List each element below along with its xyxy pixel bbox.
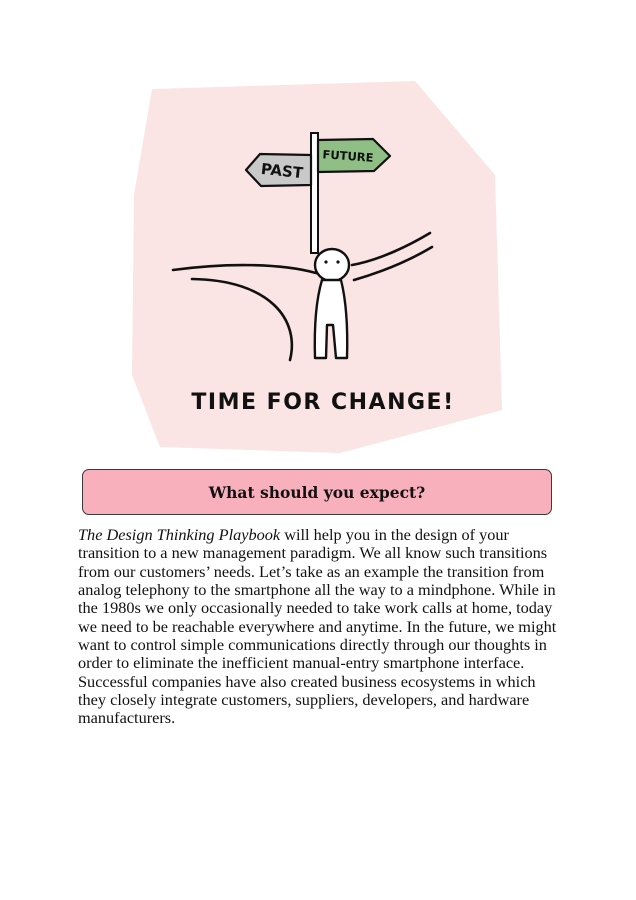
- illustration-caption: TIME FOR CHANGE!: [191, 390, 455, 415]
- time-for-change-illustration: [130, 75, 506, 460]
- section-heading: What should you expect?: [208, 482, 426, 502]
- book-title: The Design Thinking Playbook: [78, 525, 281, 544]
- section-heading-box: [82, 469, 552, 515]
- future-sign-label: FUTURE: [322, 147, 374, 165]
- person-eye-left: [324, 260, 327, 263]
- body-paragraph-text: will help you in the design of your transition to a new management paradigm. We all know such transitions from our customers’ needs. Let’s take as an example the transition from analog telephony to the smartphone all the way to a mindphone. While in the 1980s we only occasionally needed to take work calls at home, today we need to be reachable everywhere and anytime. In the future, we might want to control simple communications directly through our thoughts in order to eliminate the inefficient manual-entry smartphone interface. Successful companies have also created business ecosystems in which they closely integrate customers, suppliers, developers, and hardware manufacturers.: [78, 525, 557, 728]
- body-paragraph: [78, 526, 564, 728]
- person-eye-right: [336, 260, 339, 263]
- person-head: [315, 249, 349, 281]
- past-sign-label: PAST: [260, 159, 304, 183]
- illustration-drawing: [130, 75, 506, 460]
